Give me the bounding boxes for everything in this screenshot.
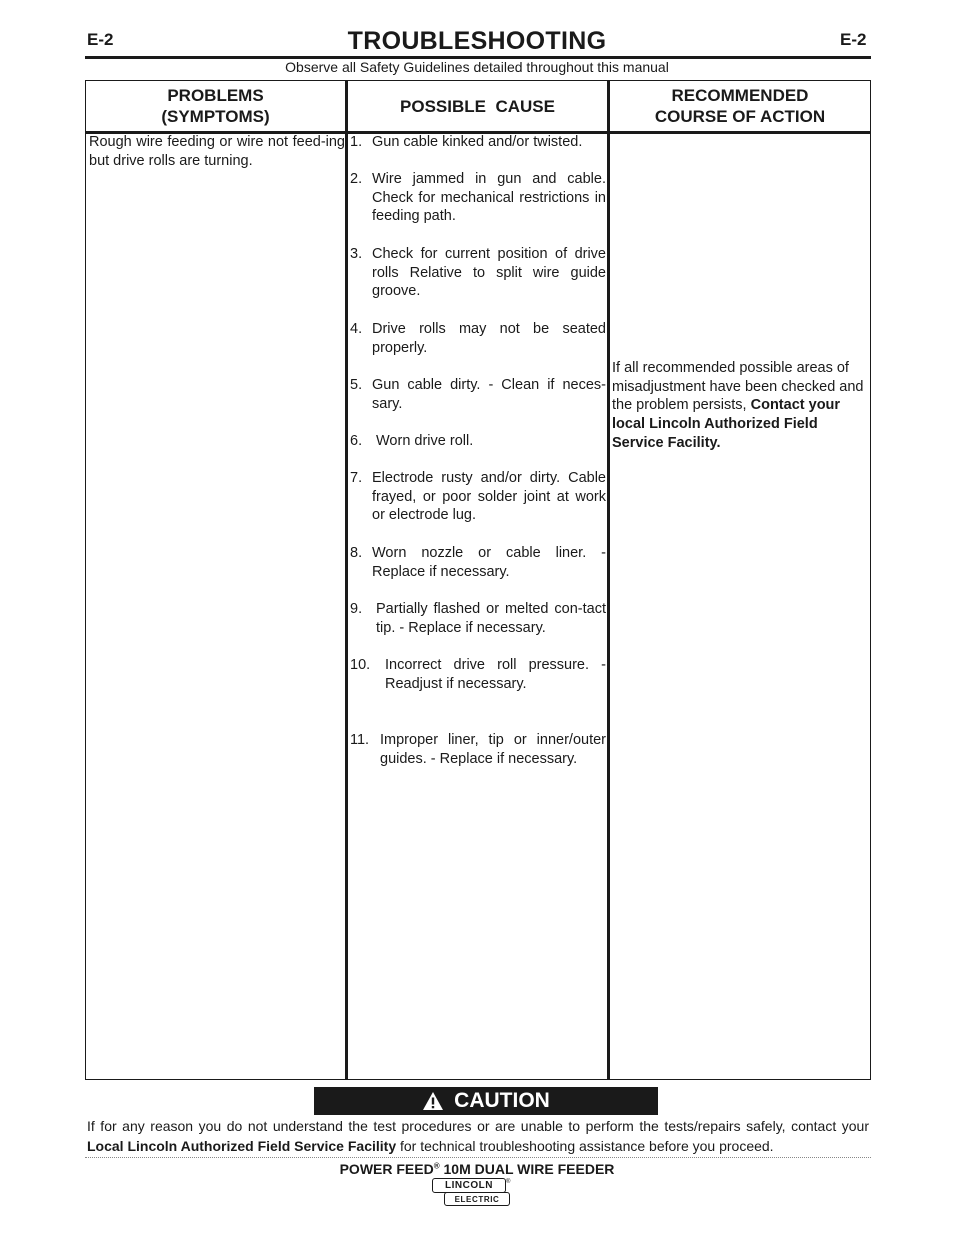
cause-item	[350, 731, 606, 768]
safety-note: Observe all Safety Guidelines detailed throughout this manual	[285, 59, 669, 75]
cause-number: 8.	[350, 545, 363, 561]
cause-number: 5.	[350, 377, 363, 393]
column-header-action-line2: COURSE OF ACTION	[654, 107, 826, 126]
warning-triangle-icon	[422, 1091, 444, 1111]
cause-text: Partially flashed or melted con-tact tip. - Replace if necessary.	[376, 601, 606, 636]
logo-lincoln-text: LINCOLN	[432, 1178, 506, 1193]
cause-number: 1.	[350, 134, 363, 150]
registered-mark: ®	[433, 1161, 440, 1171]
page-number-left: E-2	[87, 30, 114, 49]
caution-label: CAUTION	[454, 1089, 550, 1112]
cause-item	[350, 432, 606, 451]
lincoln-electric-logo	[432, 1178, 512, 1207]
logo-registered-mark: ®	[506, 1179, 511, 1185]
column-header-problems-line2: (SYMPTOMS)	[161, 107, 270, 126]
cause-text: Incorrect drive roll pressure. - Readjust if necessary.	[385, 657, 606, 692]
action-text: If all recommended possible areas of misadjustment have been checked and the problem persists,	[612, 360, 864, 414]
cause-item	[350, 170, 606, 226]
recommended-action	[612, 359, 869, 453]
page-title: TROUBLESHOOTING	[347, 27, 607, 55]
cause-item	[350, 544, 606, 581]
cause-text: Check for current position of drive rolls Relative to split wire guide groove.	[372, 246, 606, 300]
cause-item	[350, 133, 606, 152]
cause-number: 11.	[350, 732, 370, 748]
page-number-right: E-2	[840, 30, 867, 49]
column-header-action	[610, 81, 870, 131]
column-header-cause: POSSIBLE CAUSE	[400, 96, 555, 116]
cause-number: 9.	[350, 601, 363, 617]
cause-item	[350, 376, 606, 413]
cause-item	[350, 656, 606, 693]
cause-text: Gun cable kinked and/or twisted.	[372, 134, 583, 150]
action-contact-text: Contact your local Lincoln Authorized Field Service Facility.	[612, 397, 841, 451]
symptom-text: Rough wire feeding or wire not feed-ing but drive rolls are turning.	[89, 134, 345, 169]
column-header-problems-line1: PROBLEMS	[167, 86, 264, 105]
product-model: 10M DUAL WIRE FEEDER	[439, 1161, 615, 1177]
cause-number: 6.	[350, 433, 363, 449]
cause-item	[350, 245, 606, 301]
cause-number: 2.	[350, 171, 363, 187]
caution-text-bold: Local Lincoln Authorized Field Service Facility	[87, 1137, 397, 1154]
cause-item	[350, 600, 606, 637]
footer-product-name	[0, 1161, 954, 1177]
cause-item	[350, 320, 606, 357]
footer-rule	[85, 1157, 871, 1158]
column-header-action-line1: RECOMMENDED	[671, 86, 809, 105]
cause-text: Drive rolls may not be seated properly.	[372, 321, 606, 356]
caution-text	[87, 1117, 869, 1156]
column-divider	[607, 80, 610, 1080]
cause-text: Wire jammed in gun and cable. Check for mechanical restrictions in feeding path.	[372, 171, 606, 225]
cause-number: 4.	[350, 321, 363, 337]
caution-banner	[314, 1087, 658, 1115]
cause-text: Worn nozzle or cable liner. - Replace if necessary.	[372, 545, 606, 580]
cause-number: 7.	[350, 470, 363, 486]
caution-text-part: If for any reason you do not understand the test procedures or are unable to perform the tests/repairs safely, contact your	[87, 1118, 869, 1134]
caution-text-part: for technical troubleshooting assistance before you proceed.	[396, 1137, 774, 1154]
cause-text: Improper liner, tip or inner/outer guides. - Replace if necessary.	[380, 732, 606, 767]
cause-text: Gun cable dirty. - Clean if neces-sary.	[372, 377, 606, 412]
column-divider	[345, 80, 348, 1080]
cause-text: Electrode rusty and/or dirty. Cable frayed, or poor solder joint at work or electrode lug.	[372, 470, 606, 524]
logo-electric-text: ELECTRIC	[444, 1192, 510, 1206]
cause-number: 3.	[350, 246, 363, 262]
product-name: POWER FEED	[339, 1161, 434, 1177]
column-header-problems	[86, 81, 345, 131]
cause-number: 10.	[350, 657, 371, 673]
cause-text: Worn drive roll.	[376, 433, 474, 449]
cause-item	[350, 469, 606, 525]
